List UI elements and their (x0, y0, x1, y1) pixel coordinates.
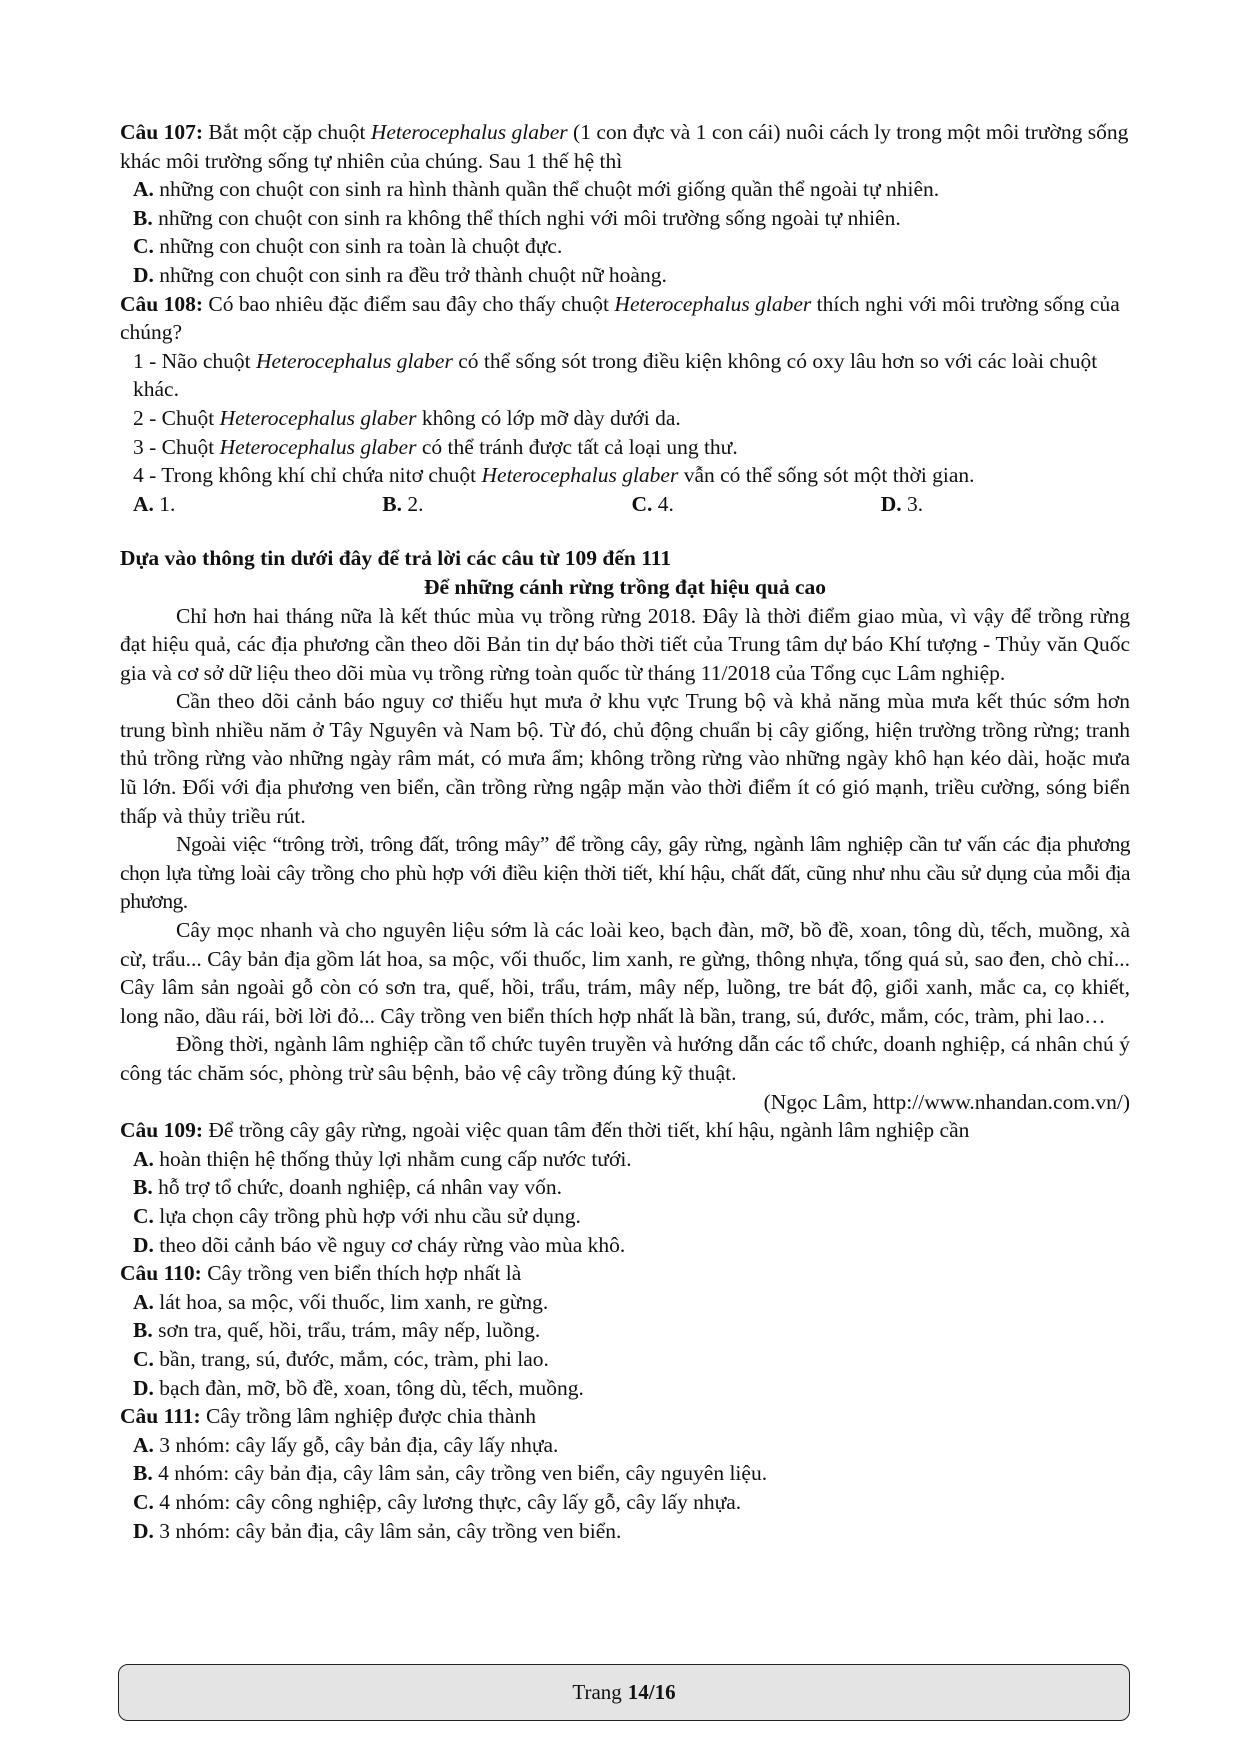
page-label: Trang (572, 1680, 622, 1704)
paragraph: Ngoài việc “trông trời, trông đất, trông mây” để trồng cây, gây rừng, ngành lâm nghiệp cần tư vấn các địa phương chọn lựa từng loài cây trồng cho phù hợp với điều kiện thời tiết, khí hậu, chất đất, cũng như nhu cầu sử dụng của mỗi địa phương. (120, 832, 1130, 914)
option-a (133, 490, 382, 519)
option-label: C. (133, 1203, 154, 1228)
question-stem (120, 1259, 1130, 1288)
page-footer (118, 1664, 1130, 1721)
question-label: Câu 109: (120, 1118, 204, 1143)
option-text: 3 nhóm: cây bản địa, cây lâm sản, cây trồng ven biển. (153, 1518, 622, 1543)
option-c (120, 1488, 1130, 1517)
species-name: Heterocephalus glaber (614, 291, 812, 316)
answer-row (120, 490, 1130, 519)
statement-text: vẫn có thể sống sót một thời gian. (678, 463, 975, 488)
option-label: D. (133, 1232, 154, 1257)
question-stem (120, 1116, 1130, 1145)
option-d (881, 490, 1130, 519)
option-label: A. (133, 491, 154, 516)
question-label: Câu 108: (120, 291, 204, 316)
question-107 (120, 118, 1130, 290)
question-111 (120, 1402, 1130, 1545)
option-c (120, 232, 1130, 261)
option-label: A. (133, 1289, 154, 1314)
question-109 (120, 1116, 1130, 1259)
option-c (632, 490, 881, 519)
option-b (120, 1316, 1130, 1345)
section-intro: Dựa vào thông tin dưới đây để trả lời các câu từ 109 đến 111 (120, 546, 672, 571)
option-c (120, 1202, 1130, 1231)
stem-text: Để trồng cây gây rừng, ngoài việc quan tâm đến thời tiết, khí hậu, ngành lâm nghiệp cần (203, 1118, 970, 1143)
option-label: D. (133, 1518, 154, 1543)
option-text: 4. (652, 491, 674, 516)
option-text: hỗ trợ tổ chức, doanh nghiệp, cá nhân vay vốn. (152, 1175, 563, 1200)
option-text: hoàn thiện hệ thống thủy lợi nhằm cung cấp nước tưới. (153, 1146, 632, 1171)
option-text: những con chuột con sinh ra đều trở thành chuột nữ hoàng. (153, 262, 667, 287)
species-name: Heterocephalus glaber (219, 434, 417, 459)
statement-3 (120, 433, 1130, 462)
option-d (120, 1374, 1130, 1403)
question-label: Câu 107: (120, 120, 204, 144)
option-text: 3. (901, 491, 924, 516)
stem-text: Có bao nhiêu đặc điểm sau đây cho thấy chuột (203, 291, 615, 316)
option-a (120, 175, 1130, 204)
option-a (120, 1145, 1130, 1174)
option-text: 2. (401, 491, 424, 516)
option-text: lựa chọn cây trồng phù hợp với nhu cầu sử dụng. (153, 1203, 581, 1228)
option-text: bạch đàn, mỡ, bồ đề, xoan, tông dù, tếch, muồng. (153, 1375, 584, 1400)
option-text: những con chuột con sinh ra không thể thích nghi với môi trường sống ngoài tự nhiên. (152, 205, 901, 230)
species-name: Heterocephalus glaber (219, 405, 417, 430)
option-a (120, 1288, 1130, 1317)
option-text: 1. (153, 491, 176, 516)
stem-text: Bắt một cặp chuột (203, 120, 371, 144)
question-label: Câu 111: (120, 1404, 201, 1429)
question-110 (120, 1259, 1130, 1402)
option-text: những con chuột con sinh ra toàn là chuột đực. (153, 234, 563, 259)
statement-text: 2 - Chuột (133, 405, 220, 430)
option-label: A. (133, 177, 154, 202)
option-label: C. (133, 1489, 154, 1514)
option-text: những con chuột con sinh ra hình thành quần thể chuột mới giống quần thể ngoài tự nhiên. (153, 177, 940, 202)
option-d (120, 261, 1130, 290)
paragraph: Chỉ hơn hai tháng nữa là kết thúc mùa vụ trồng rừng 2018. Đây là thời điểm giao mùa, vì vậy để trồng rừng đạt hiệu quả, các địa phương cần theo dõi Bản tin dự báo thời tiết của Trung tâm dự báo Khí tượng - Thủy văn Quốc gia và cơ sở dữ liệu theo dõi mùa vụ trồng rừng toàn quốc từ tháng 11/2018 của Tổng cục Lâm nghiệp. (120, 603, 1130, 685)
option-label: C. (133, 1346, 154, 1371)
species-name: Heterocephalus glaber (481, 463, 679, 488)
page-number: 14/16 (627, 1680, 676, 1704)
statement-text: có thể tránh được tất cả loại ung thư. (416, 434, 738, 459)
option-text: 3 nhóm: cây lấy gỗ, cây bản địa, cây lấy nhựa. (153, 1432, 559, 1457)
option-label: B. (133, 205, 153, 230)
option-b (382, 490, 631, 519)
species-name: Heterocephalus glaber (256, 348, 453, 373)
option-label: D. (133, 262, 154, 287)
article-title: Để những cánh rừng trồng đạt hiệu quả cao (423, 574, 827, 599)
paragraph: Cần theo dõi cảnh báo nguy cơ thiếu hụt mưa ở khu vực Trung bộ và khả năng mùa mưa kết thúc sớm hơn trung bình nhiều năm ở Tây Nguyên và Nam bộ. Từ đó, chủ động chuẩn bị cây giống, hiện trường trồng rừng; tranh thủ trồng rừng vào những ngày râm mát, có mưa ẩm; không trồng rừng vào những ngày khô hạn kéo dài, hoặc mưa lũ lớn. Đối với địa phương ven biển, cần trồng rừng ngập mặn vào thời điểm ít có gió mạnh, triều cường, sóng biển thấp và thủy triều rút. (120, 689, 1130, 828)
option-c (120, 1345, 1130, 1374)
stem-text: thích nghi với môi trường sống của chúng? (120, 291, 1120, 345)
option-label: D. (133, 1375, 154, 1400)
option-a (120, 1431, 1130, 1460)
option-text: bần, trang, sú, đước, mắm, cóc, tràm, phi lao. (153, 1346, 549, 1371)
statement-text: 1 - Não chuột (133, 348, 256, 373)
question-stem (120, 118, 1130, 175)
option-text: sơn tra, quế, hồi, trẩu, trám, mây nếp, luồng. (152, 1318, 541, 1343)
question-label: Câu 110: (120, 1261, 202, 1286)
question-108 (120, 290, 1130, 519)
source-citation: (Ngọc Lâm, http://www.nhandan.com.vn/) (763, 1089, 1130, 1114)
option-label: C. (133, 234, 154, 259)
option-label: A. (133, 1146, 154, 1171)
statement-4 (120, 461, 1130, 490)
option-label: B. (133, 1461, 153, 1486)
option-b (120, 204, 1130, 233)
option-text: 4 nhóm: cây bản địa, cây lâm sản, cây trồng ven biển, cây nguyên liệu. (152, 1461, 768, 1486)
statement-text: có thể sống sót trong điều kiện không có oxy lâu hơn so với các loài chuột khác. (133, 348, 1098, 402)
statement-2 (120, 404, 1130, 433)
option-label: C. (631, 491, 653, 516)
stem-text: (1 con đực và 1 con cái) nuôi cách ly trong một môi trường sống khác môi trường sống tự nhiên của chúng. Sau 1 thế hệ thì (120, 120, 1129, 173)
question-stem (120, 290, 1130, 347)
option-d (120, 1517, 1130, 1546)
species-name: Heterocephalus glaber (370, 120, 568, 144)
option-text: theo dõi cảnh báo về nguy cơ cháy rừng vào mùa khô. (153, 1232, 626, 1257)
paragraph: Đồng thời, ngành lâm nghiệp cần tổ chức tuyên truyền và hướng dẫn các tổ chức, doanh nghiệp, cá nhân chú ý công tác chăm sóc, phòng trừ sâu bệnh, bảo vệ cây trồng đúng kỹ thuật. (120, 1032, 1130, 1085)
spacer (120, 518, 1130, 544)
option-text: 4 nhóm: cây công nghiệp, cây lương thực, cây lấy gỗ, cây lấy nhựa. (153, 1489, 742, 1514)
reading-passage (120, 544, 1130, 1116)
option-label: B. (133, 1175, 153, 1200)
statement-text: không có lớp mỡ dày dưới da. (416, 405, 681, 430)
option-d (120, 1231, 1130, 1260)
paragraph: Cây mọc nhanh và cho nguyên liệu sớm là các loài keo, bạch đàn, mỡ, bồ đề, xoan, tông dù, tếch, muồng, xà cừ, trẩu... Cây bản địa gồm lát hoa, sa mộc, vối thuốc, lim xanh, re gừng, thông nhựa, tống quá sủ, sao đen, chò chỉ... Cây lâm sản ngoài gỗ còn có sơn tra, quế, hồi, trẩu, trám, mây nếp, luồng, tre bát độ, giổi xanh, mắc ca, cọ khiết, long não, dầu rái, bời lời đỏ... Cây trồng ven biển thích hợp nhất là bần, trang, sú, đước, mắm, cóc, tràm, phi lao… (120, 918, 1130, 1028)
stem-text: Cây trồng lâm nghiệp được chia thành (200, 1404, 536, 1429)
option-label: A. (133, 1432, 154, 1457)
option-label: D. (880, 491, 902, 516)
option-label: B. (382, 491, 402, 516)
statement-1 (120, 347, 1130, 404)
stem-text: Cây trồng ven biển thích hợp nhất là (201, 1261, 522, 1286)
option-label: B. (133, 1318, 153, 1343)
question-stem (120, 1402, 1130, 1431)
statement-text: 3 - Chuột (133, 434, 220, 459)
statement-text: 4 - Trong không khí chỉ chứa nitơ chuột (133, 463, 482, 488)
option-text: lát hoa, sa mộc, vối thuốc, lim xanh, re gừng. (153, 1289, 549, 1314)
option-b (120, 1173, 1130, 1202)
exam-page (120, 118, 1130, 1545)
option-b (120, 1459, 1130, 1488)
